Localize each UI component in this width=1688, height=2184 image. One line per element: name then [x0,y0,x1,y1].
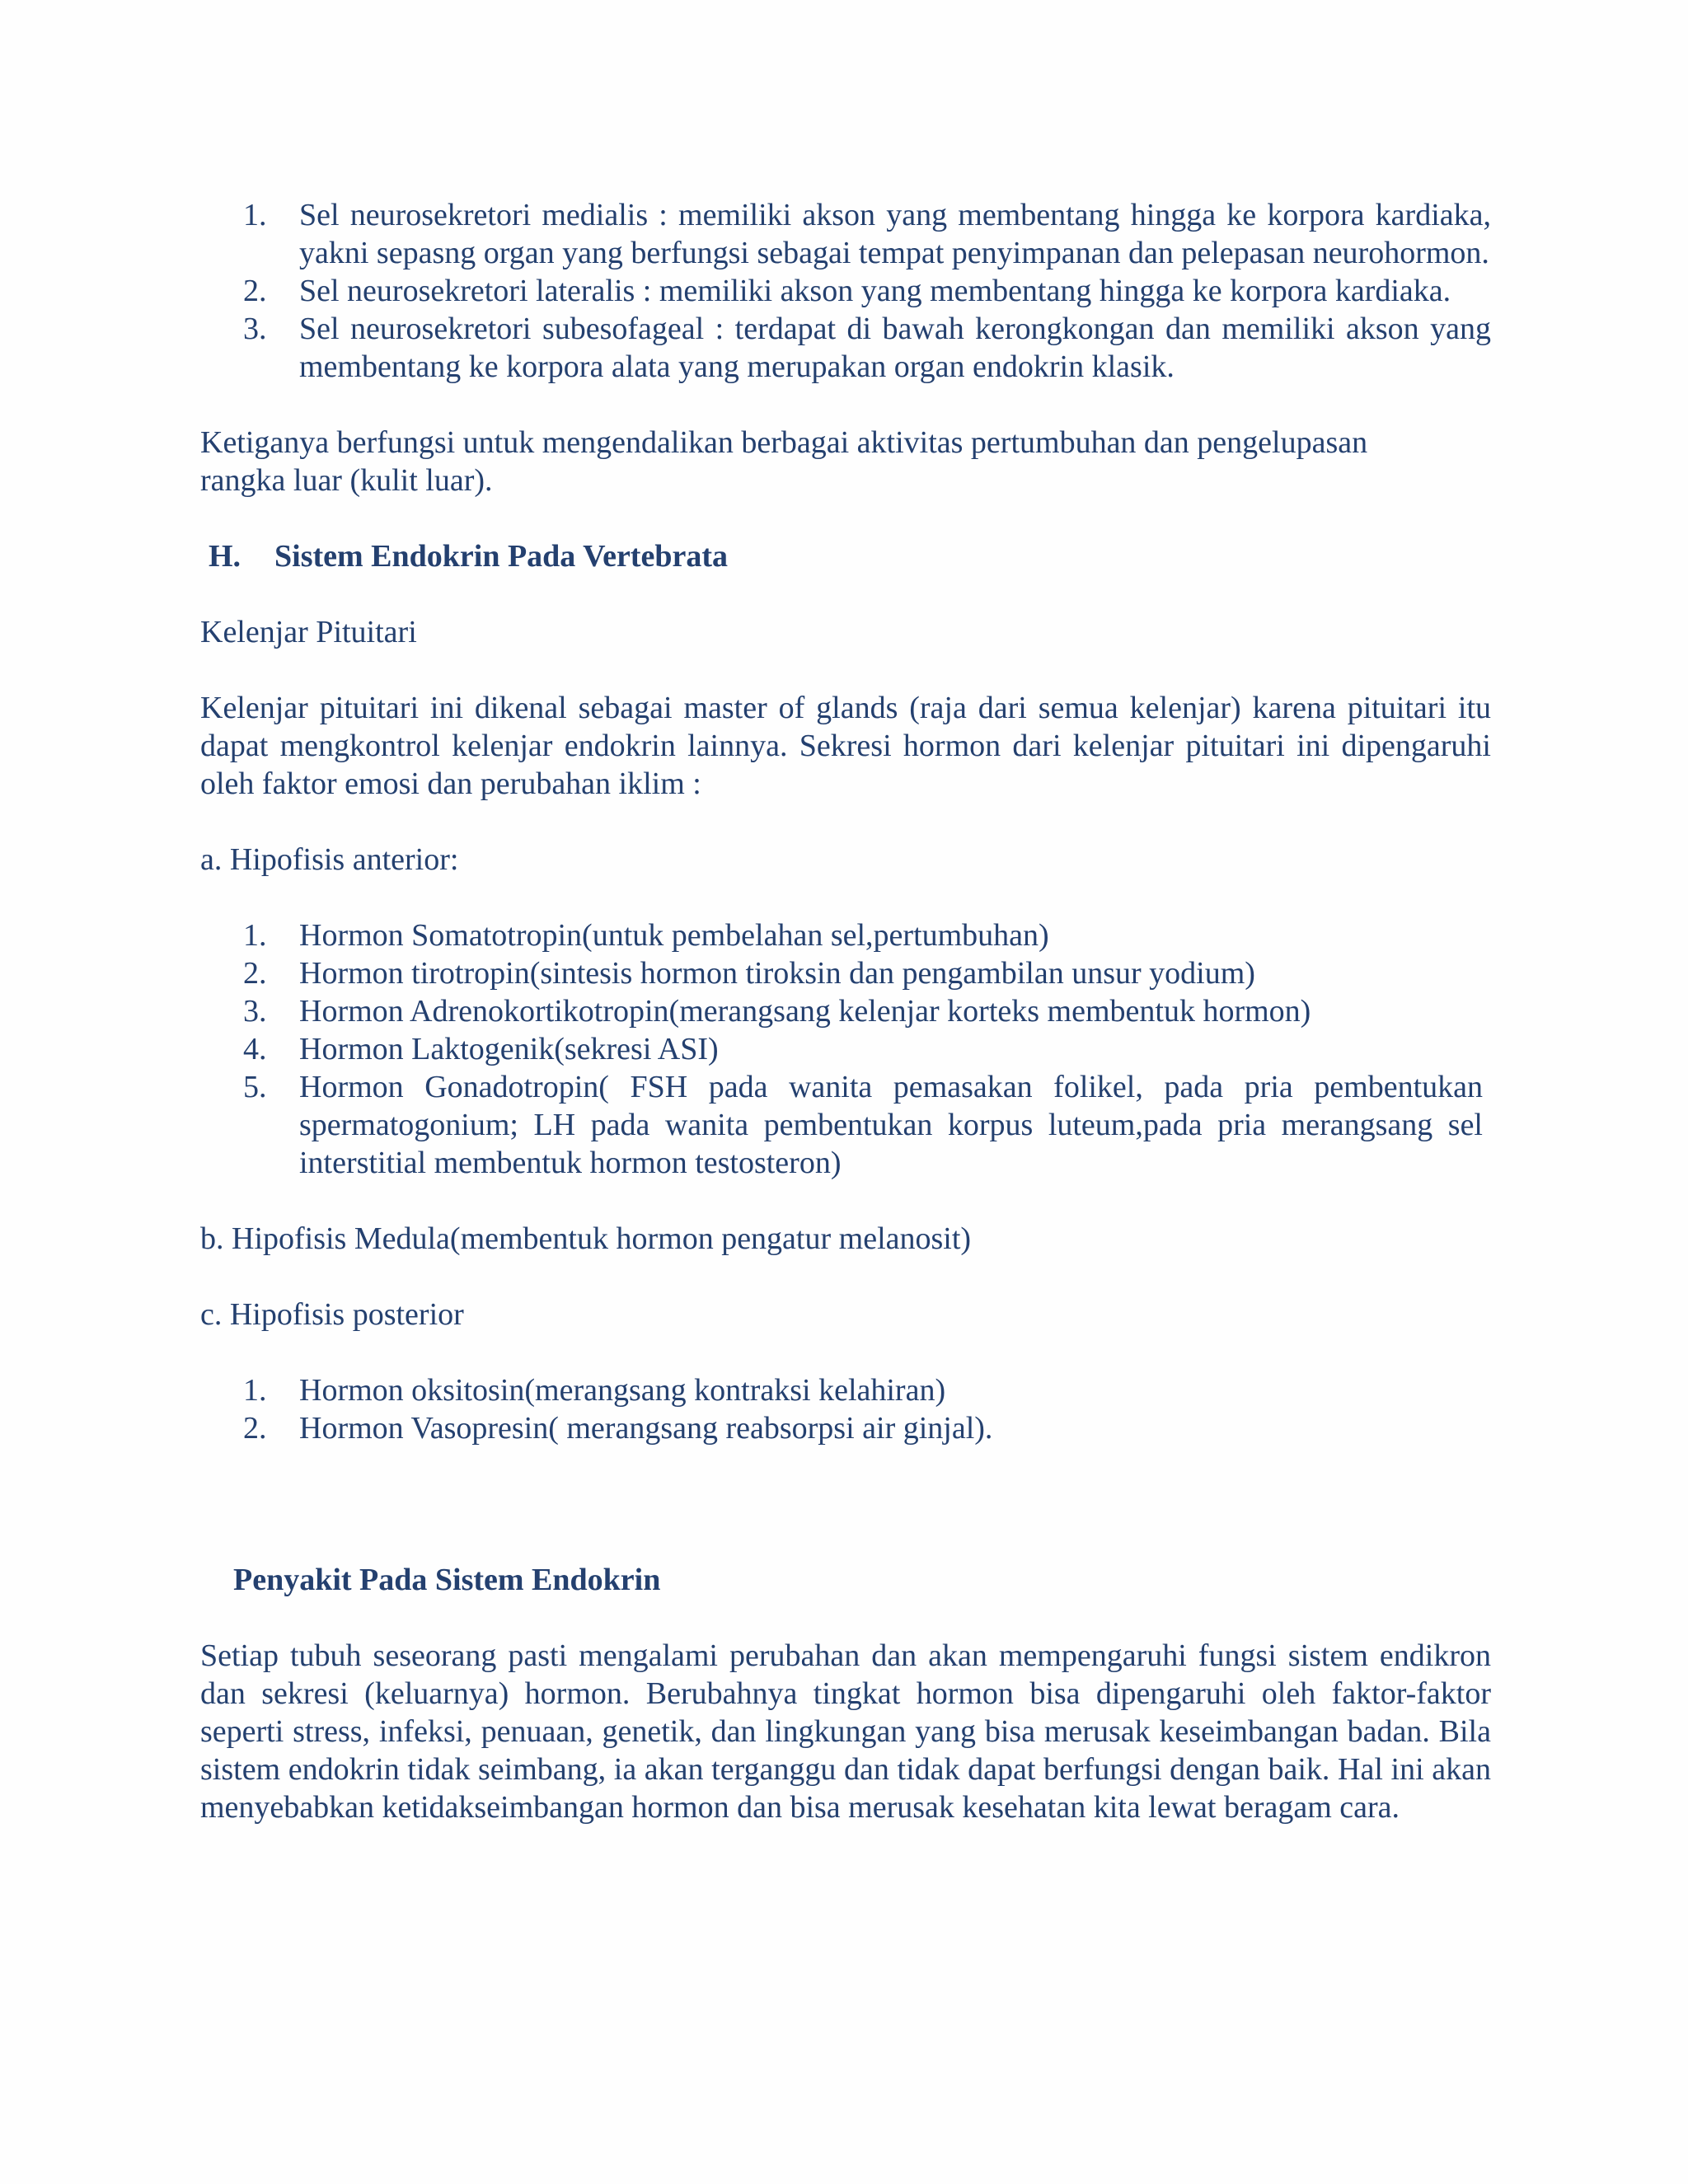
section-title: Sistem Endokrin Pada Vertebrata [274,539,728,574]
list-text: Sel neurosekretori lateralis : memiliki akson yang membentang hingga ke korpora kardiaka. [299,274,1451,308]
document-content [200,196,1491,1826]
anterior-hormone-list [200,916,1491,1182]
list-number: 2. [243,274,267,308]
list-item [200,1371,1491,1409]
hipofisis-medula-label: b. Hipofisis Medula(membentuk hormon pengatur melanosit) [200,1221,972,1256]
list-text: Hormon tirotropin(sintesis hormon tiroksin dan pengambilan unsur yodium) [299,956,1255,991]
neurosecretory-list [200,196,1491,386]
ketiganya-paragraph: Ketiganya berfungsi untuk mengendalikan berbagai aktivitas pertumbuhan dan pengelupasan rangka luar (kulit luar). [200,425,1368,498]
list-number: 5. [243,1070,267,1104]
list-text: Hormon Adrenokortikotropin(merangsang kelenjar korteks membentuk hormon) [299,994,1311,1029]
kelenjar-pituitari-paragraph: Kelenjar pituitari ini dikenal sebagai master of glands (raja dari semua kelenjar) karena pituitari itu dapat mengkontrol kelenjar endokrin lainnya. Sekresi hormon dari kelenjar pituitari ini dipengaruhi oleh faktor emosi dan perubahan iklim : [200,691,1491,801]
list-text: Sel neurosekretori subesofageal : terdapat di bawah kerongkongan dan memiliki akson yang membentang ke korpora alata yang merupakan organ endokrin klasik. [299,312,1491,384]
hipofisis-anterior-label: a. Hipofisis anterior: [200,842,459,877]
list-text: Hormon Gonadotropin( FSH pada wanita pemasakan folikel, pada pria pembentukan spermatogonium; LH pada wanita pembentukan korpus luteum,pada pria merangsang sel interstitial membentuk hormon testosteron) [299,1070,1483,1180]
list-item [200,272,1491,310]
list-number: 1. [243,198,267,232]
list-item [200,1068,1491,1182]
penyakit-paragraph: Setiap tubuh seseorang pasti mengalami perubahan dan akan mempengaruhi fungsi sistem endikron dan sekresi (keluarnya) hormon. Berubahnya tingkat hormon bisa dipengaruhi oleh faktor-faktor seperti stress, infeksi, penuaan, genetik, dan lingkungan yang bisa merusak keseimbangan badan. Bila sistem endokrin tidak seimbang, ia akan terganggu dan tidak dapat berfungsi dengan baik. Hal ini akan menyebabkan ketidakseimbangan hormon dan bisa merusak kesehatan kita lewat beragam cara. [200,1638,1491,1825]
list-text: Hormon Laktogenik(sekresi ASI) [299,1032,719,1066]
penyakit-heading: Penyakit Pada Sistem Endokrin [233,1563,661,1597]
posterior-hormone-list [200,1371,1491,1447]
list-number: 4. [243,1032,267,1066]
list-number: 3. [243,312,267,346]
list-text: Hormon Vasopresin( merangsang reabsorpsi air ginjal). [299,1411,993,1446]
list-number: 2. [243,956,267,991]
list-item [200,954,1491,992]
list-number: 1. [243,918,267,953]
list-text: Hormon oksitosin(merangsang kontraksi kelahiran) [299,1373,946,1408]
list-item [200,310,1491,386]
list-text: Hormon Somatotropin(untuk pembelahan sel,pertumbuhan) [299,918,1049,953]
kelenjar-pituitari-title: Kelenjar Pituitari [200,615,417,649]
list-item [200,1030,1491,1068]
list-item [200,196,1491,272]
list-text: Sel neurosekretori medialis : memiliki akson yang membentang hingga ke korpora kardiaka, yakni sepasng organ yang berfungsi sebagai tempat penyimpanan dan pelepasan neurohormon. [299,198,1491,270]
hipofisis-posterior-label: c. Hipofisis posterior [200,1297,464,1332]
section-h-heading [200,537,1491,575]
list-number: 3. [243,994,267,1029]
list-item [200,992,1491,1030]
list-number: 1. [243,1373,267,1408]
list-item [200,1409,1491,1447]
section-letter: H. [209,539,241,574]
list-item [200,916,1491,954]
list-number: 2. [243,1411,267,1446]
